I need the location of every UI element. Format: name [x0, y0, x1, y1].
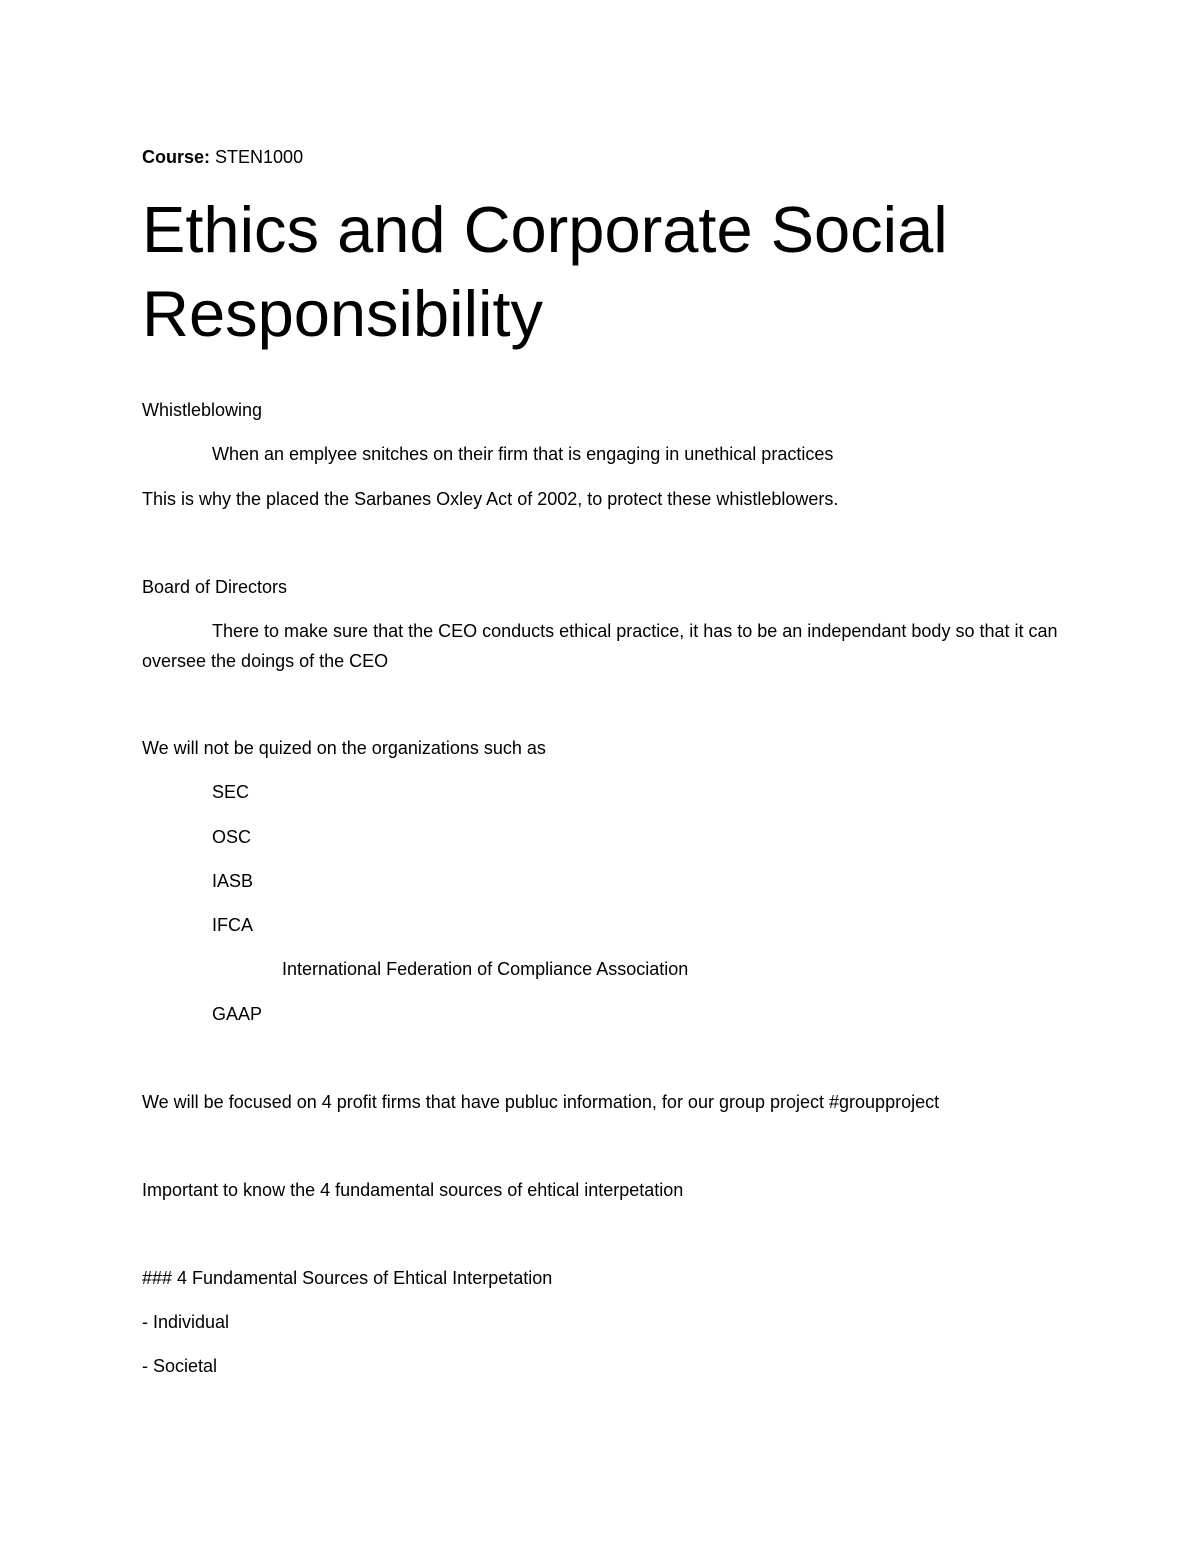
org-item-iasb: IASB [212, 871, 254, 891]
title-line-2: Responsibility [142, 277, 544, 350]
sources-heading: ### 4 Fundamental Sources of Ehtical Interpetation [142, 1268, 553, 1288]
document-title [142, 188, 948, 356]
sources-note: Important to know the 4 fundamental sources of ehtical interpetation [142, 1180, 684, 1200]
course-label: Course: [142, 147, 211, 167]
whistleblowing-note: This is why the placed the Sarbanes Oxley Act of 2002, to protect these whistleblowers. [142, 489, 839, 509]
organizations-intro: We will not be quized on the organizations such as [142, 738, 546, 758]
source-item-societal: - Societal [142, 1356, 218, 1376]
source-item-individual: - Individual [142, 1312, 230, 1332]
board-heading: Board of Directors [142, 577, 288, 597]
org-item-gaap: GAAP [212, 1004, 263, 1024]
project-note: We will be focused on 4 profit firms that have publuc information, for our group project #groupproject [142, 1092, 940, 1112]
course-line [142, 146, 303, 168]
board-definition: There to make sure that the CEO conducts ethical practice, it has to be an independant body so that it can oversee the doings of the CEO [142, 621, 1058, 671]
org-item-osc: OSC [212, 827, 252, 847]
org-ifca-full-name: International Federation of Compliance Association [282, 959, 689, 979]
whistleblowing-heading: Whistleblowing [142, 400, 263, 420]
org-item-ifca: IFCA [212, 915, 254, 935]
whistleblowing-definition: When an emplyee snitches on their firm that is engaging in unethical practices [212, 444, 834, 464]
org-item-sec: SEC [212, 782, 250, 802]
title-line-1: Ethics and Corporate Social [142, 193, 948, 266]
course-value: STEN1000 [215, 147, 304, 167]
